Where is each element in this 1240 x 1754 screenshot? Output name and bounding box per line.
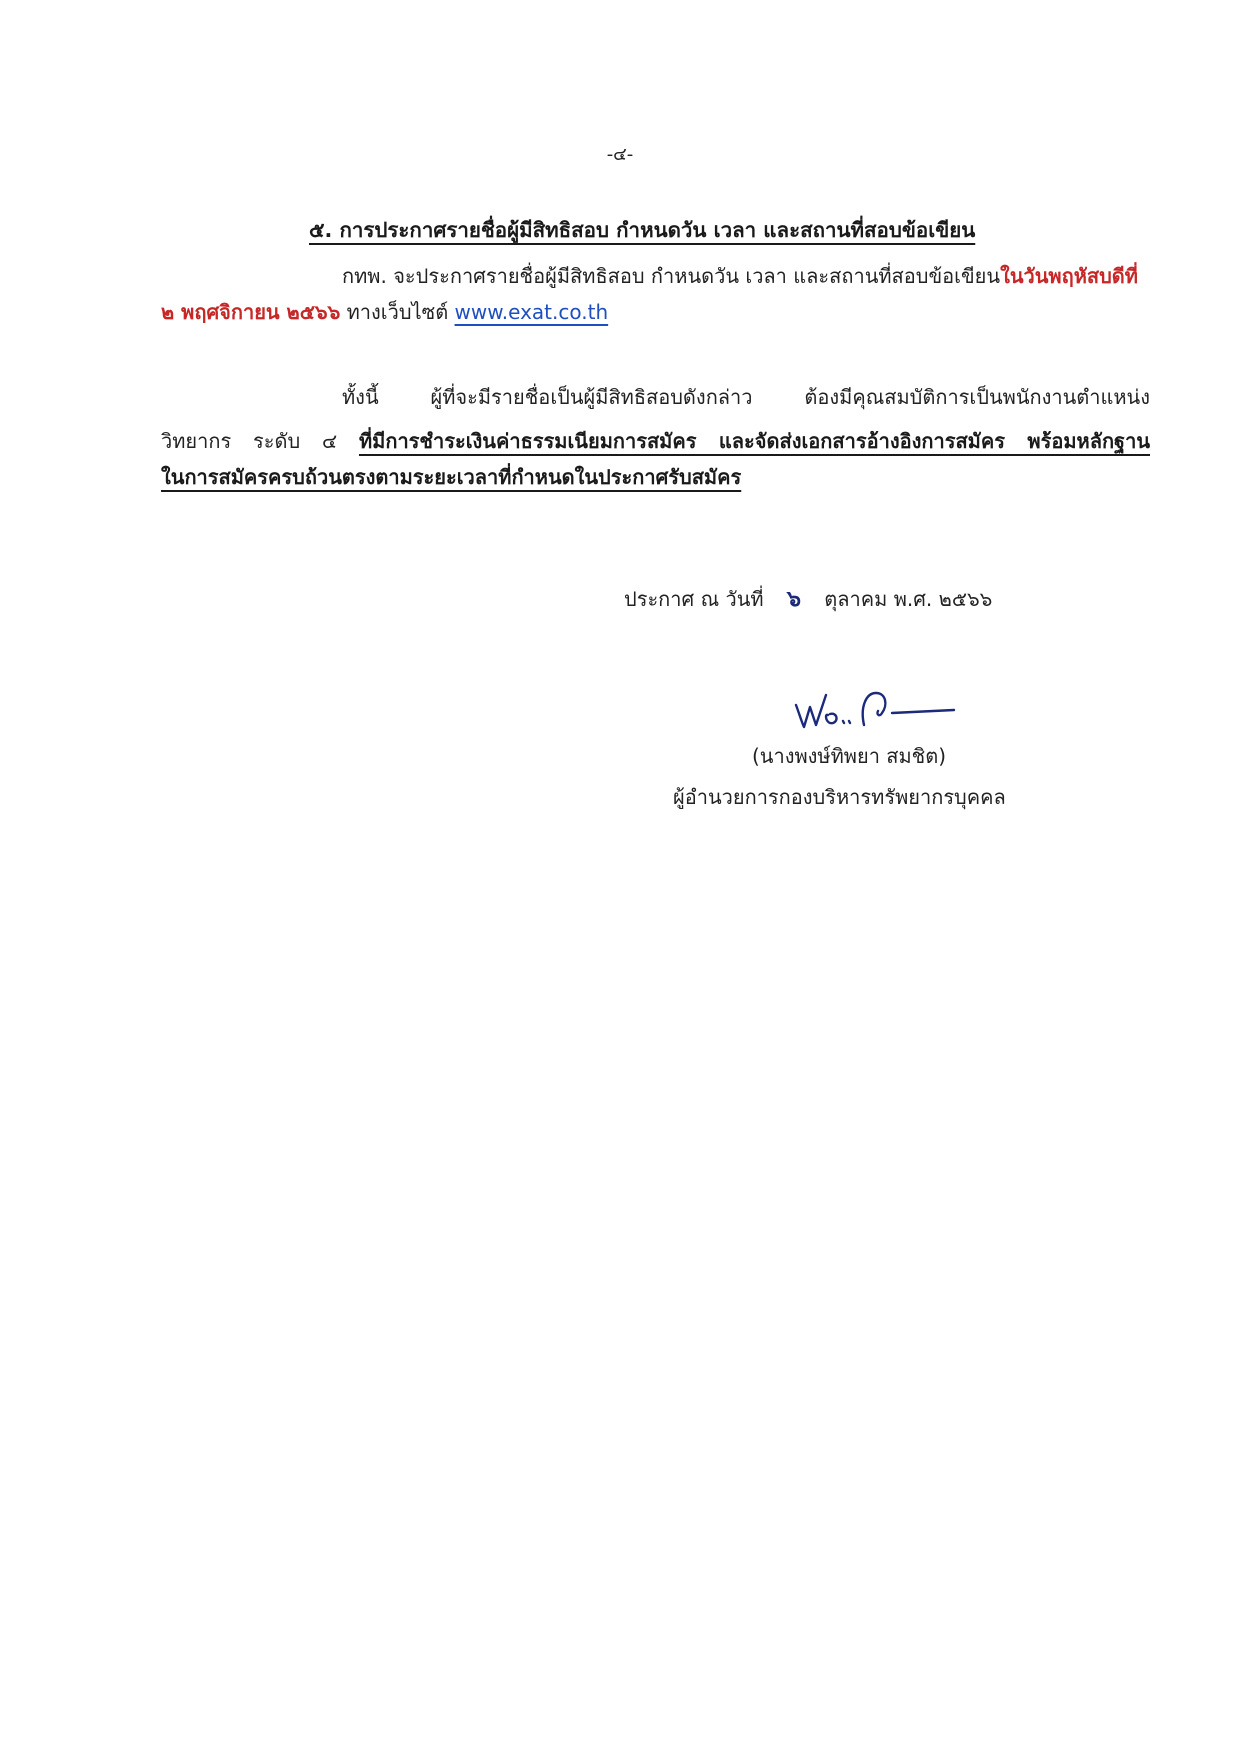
section-5-heading: ๕. การประกาศรายชื่อผู้มีสิทธิสอบ กำหนดวัน เวลา และสถานที่สอบข้อเขียน bbox=[309, 218, 976, 242]
website-prefix: ทางเว็บไซต์ bbox=[340, 300, 455, 324]
section-5-paragraph-line-2 bbox=[161, 298, 608, 326]
exam-date-highlight-2: ๒ พฤศจิกายน ๒๕๖๖ bbox=[161, 300, 341, 324]
conditions-emphasis-1: ที่มีการชำระเงินค่าธรรมเนียมการสมัคร และจัดส่งเอกสารอ้างอิงการสมัคร พร้อมหลักฐาน bbox=[358, 429, 1150, 453]
position-level-text: วิทยากร ระดับ ๔ bbox=[161, 429, 359, 453]
conditions-line-1: ทั้งนี้ ผู้ที่จะมีรายชื่อเป็นผู้มีสิทธิสอบดังกล่าว ต้องมีคุณสมบัติการเป็นพนักงานตำแหน่ง bbox=[342, 385, 1150, 409]
signatory-position: ผู้อำนวยการกองบริหารทรัพยากรบุคคล bbox=[673, 785, 1006, 809]
page-number: -๔- bbox=[606, 144, 634, 165]
announcement-month-year: ตุลาคม พ.ศ. ๒๕๖๖ bbox=[824, 587, 993, 611]
announcement-date bbox=[624, 585, 992, 614]
conditions-line-3: ในการสมัครครบถ้วนตรงตามระยะเวลาที่กำหนดในประกาศรับสมัคร bbox=[161, 465, 742, 489]
section-5-paragraph-line-1 bbox=[342, 262, 1162, 290]
website-link[interactable]: www.exat.co.th bbox=[454, 300, 609, 324]
exam-date-highlight-1: ในวันพฤหัสบดีที่ bbox=[1000, 264, 1138, 288]
signature bbox=[790, 685, 960, 733]
announcement-prefix: ประกาศ ณ วันที่ bbox=[624, 587, 764, 611]
section-5-text: กทพ. จะประกาศรายชื่อผู้มีสิทธิสอบ กำหนดวัน เวลา และสถานที่สอบข้อเขียน bbox=[342, 264, 1001, 288]
signatory-name: (นางพงษ์ทิพยา สมชิต) bbox=[752, 744, 947, 768]
conditions-line-2 bbox=[161, 427, 1150, 455]
announcement-day: ๖ bbox=[786, 587, 801, 612]
